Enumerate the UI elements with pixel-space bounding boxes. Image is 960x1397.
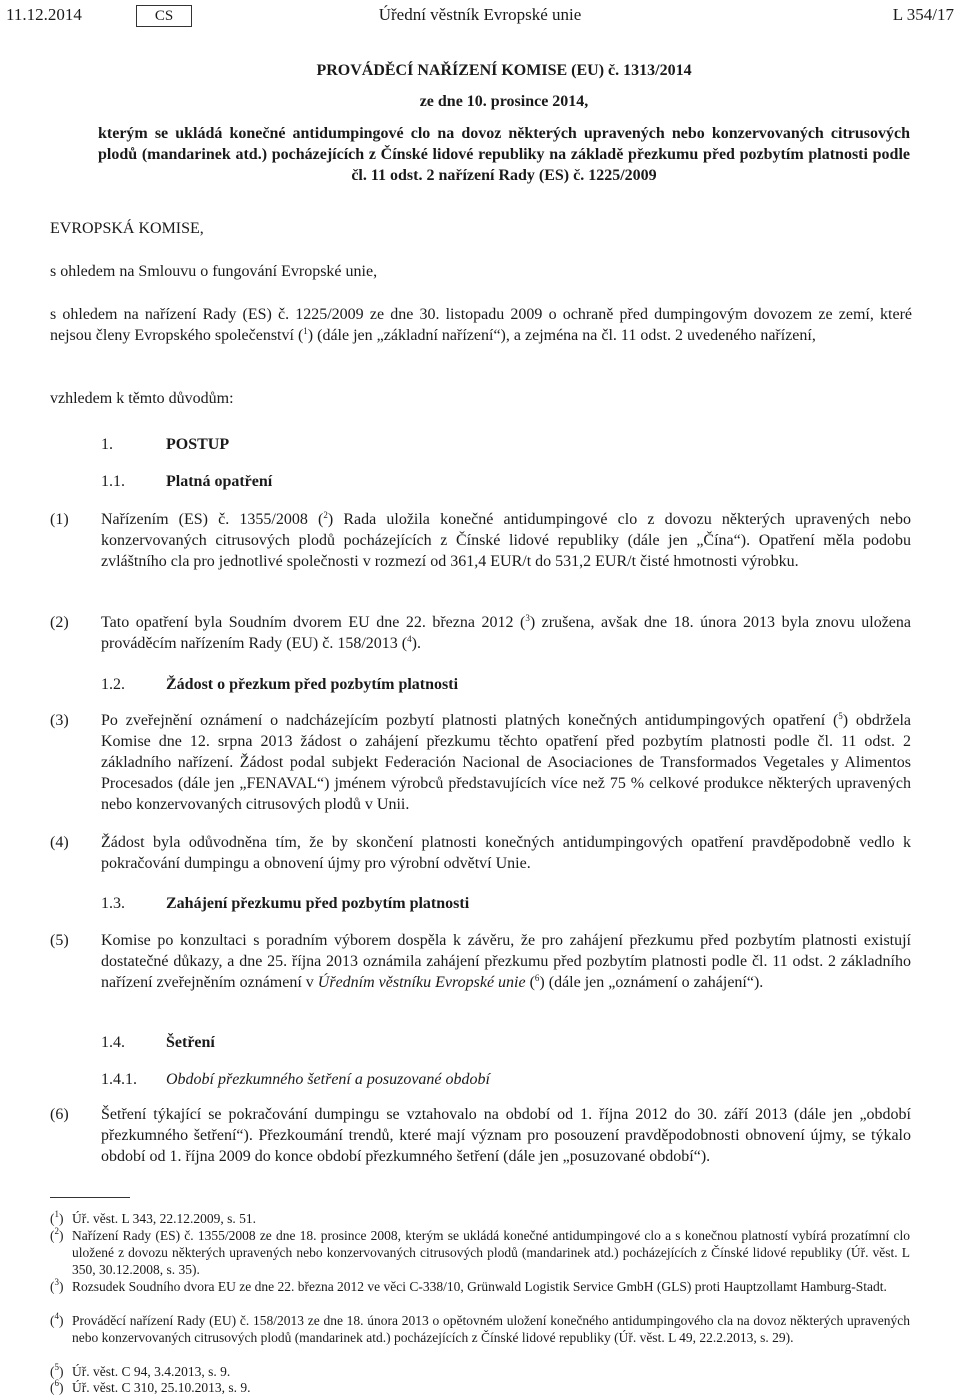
header-date: 11.12.2014 <box>6 5 82 24</box>
footnote-ref[interactable]: 3 <box>525 613 530 623</box>
page-header <box>0 5 960 29</box>
citation-regulation: s ohledem na nařízení Rady (ES) č. 1225/2009 ze dne 30. listopadu 2009 o ochraně před dumpingovým dovozem ze zemí, které nejsou členy Evropského společenství ($^1$) (dále jen „základní nařízení“), a zejména na čl. 11 odst. 2 uvedeného nařízení, <box>50 306 912 344</box>
footnote-ref[interactable]: 1 <box>303 326 308 336</box>
footnote-divider <box>50 1197 130 1198</box>
regulation-date: ze dne 10. prosince 2014, <box>419 93 589 110</box>
issuing-authority: EVROPSKÁ KOMISE, <box>50 220 204 237</box>
page-reference: L 354/17 <box>892 5 954 24</box>
language-badge: CS <box>136 5 192 27</box>
journal-title: Úřední věstník Evropské unie <box>378 5 582 24</box>
regulation-subject: kterým se ukládá konečné antidumpingové clo na dovoz některých upravených nebo konzervovaných citrusových plodů (mandarinek atd.) pocházejících z Čínské lidové republiky na základě přezkumu před pozbytím platnosti podle čl. 11 odst. 2 nařízení Rady (ES) č. 1225/2009 <box>98 125 910 184</box>
document-page: 11.12.2014 CS Úřední věstník Evropské unie L 354/17 PROVÁDĚCÍ NAŘÍZENÍ KOMISE (EU) č. 1313/2014 ze dne 10. prosince 2014, kterým se ukládá konečné antidumpingové clo na dovoz některých upravených nebo konzervovaných citrusových plodů (mandarinek atd.) pocházejících z Čínské lidové republiky na základě přezkumu před pozbytím platnosti podle čl. 11 odst. 2 nařízení Rady (ES) č. 1225/2009 EVROPSKÁ KOMISE, s ohledem na Smlouvu o fungování Evropské unie, s ohledem na nařízení Rady (ES) č. 1225/2009 ze dne 30. listopadu 2009 o ochraně před dumpingovým dovozem ze zemí, které nejsou členy Evropského společenství ($^1$) (dále jen „základní nařízení“), a zejména na čl. 11 odst. 2 uvedeného nařízení, vzhledem k těmto důvodům: 1. POSTUP 1.1. Platná opatření (1) Nařízením (ES) č. 1355/2008 ($^2$) Rada uložila konečné antidumpingové clo z dovozu některých upravených nebo konzervovaných citrusových plodů pocházejících z Čínské lidové republiky (dále jen „Čína“). Opatření měla podobu zvláštního cla pro jednotlivé společnosti v rozmezí od 361,4 EUR/t do 531,2 EUR/t čisté hmotnosti výrobku. (2) Tato opatření byla Soudním dvorem EU dne 22. března 2012 ($^3$) zrušena, avšak dne 18. února 2013 byla znovu uložena prováděcím nařízením Rady (EU) č. 158/2013 ($^4$). 1.2. Žádost o přezkum před pozbytím platnosti (3) Po zveřejnění oznámení o nadcházejícím pozbytí platnosti platných konečných antidumpingových opatření ($^5$) obdržela Komise dne 12. srpna 2013 žádost o zahájení přezkumu těchto opatření před pozbytím platnosti podle čl. 11 odst. 2 základního nařízení. Žádost podal subjekt Federación Nacional de Asociaciones de Transformados Vegetales y Alimentos Procesados (dále jen „FENAVAL“) jménem výrobců představujících více než 75 % celkové produkce některých upravených nebo konzervovaných citrusových plodů v Unii. (4) Žádost byla odůvodněna tím, že by skončení platnosti konečných antidumpingových opatření pravděpodobně vedlo k pokračování dumpingu a obnovení újmy pro výrobní odvětví Unie. 1.3. Zahájení přezkumu před pozbytím platnosti (5) Komise po konzultaci s poradním výborem dospěla k závěru, že pro zahájení přezkumu před pozbytím platnosti existují dostatečné důkazy, a dne 25. října 2013 oznámila zahájení přezkumu před pozbytím platnosti podle čl. 11 odst. 2 základního nařízení zveřejněním oznámení v Úředním věstníku Evropské unie ($^6$) (dále jen „oznámení o zahájení“). 1.4. Šetření 1.4.1. Období přezkumného šetření a posuzované období (6) Šetření týkající se pokračování dumpingu se vztahovalo na období od 1. října 2012 do 30. září 2013 (dále jen „období přezkumného šetření“). Přezkoumání trendů, které mají význam pro posouzení pravděpodobnosti obnovení újmy, se týkalo období od 1. října 2009 do konce období přezkumného šetření (dále jen „posuzované období“). ($^1$) Úř. věst. L 343, 22.12.2009, s. 51. ($^2$) Nařízení Rady (ES) č. 1355/2008 ze dne 18. prosince 2008, kterým se ukládá konečné antidumpingové clo a s konečnou platností vybírá prozatímní clo uložené z dovozu některých upravených nebo konzervovaných citrusových plodů (mandarinek atd.) pocházejících z Čínské lidové republiky (Úř. věst. L 350, 30.12.2008, s. 35). ($^3$) Rozsudek Soudního dvora EU ze dne 22. března 2012 ve věci C-338/10, Grünwald Logistik Service GmbH (GLS) proti Hauptzollamt Hamburg-Stadt. ($^4$) Prováděcí nařízení Rady (EU) č. 158/2013 ze dne 18. února 2013 o opětovném uložení konečného antidumpingového cla na dovoz některých upravených nebo konzervovaných citrusových plodů (mandarinek atd.) pocházejících z Čínské lidové republiky (Úř. věst. L 49, 22.2.2013, s. 29). ($^5$) Úř. věst. C 94, 3.4.2013, s. 9. ($^6$) Úř. věst. C 310, 25.10.2013, s. 9. <box>0 0 960 1397</box>
citation-treaty: s ohledem na Smlouvu o fungování Evropské unie, <box>50 263 378 280</box>
regulation-title: PROVÁDĚCÍ NAŘÍZENÍ KOMISE (EU) č. 1313/2014 <box>316 62 692 79</box>
footnote-ref[interactable]: 5 <box>838 711 843 721</box>
footnote-ref[interactable]: 6 <box>534 973 540 983</box>
whereas-intro: vzhledem k těmto důvodům: <box>50 390 234 407</box>
footnote-ref[interactable]: 2 <box>323 510 328 520</box>
footnote-ref[interactable]: 4 <box>407 634 412 644</box>
